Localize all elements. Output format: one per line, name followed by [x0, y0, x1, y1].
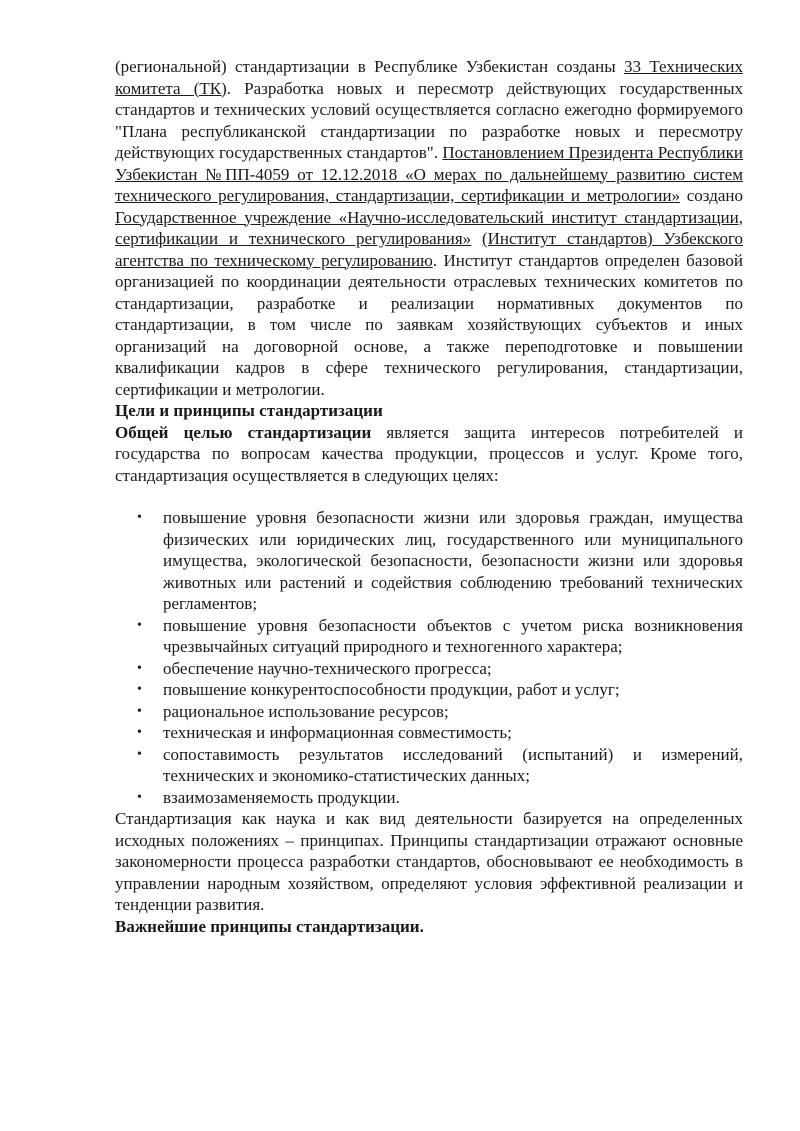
- list-item: • повышение уровня безопасности объектов с учетом риска возникновения чрезвычайных ситуаций природного и техногенного характера;: [163, 615, 743, 658]
- document-page: [115, 56, 743, 937]
- list-item: • повышение уровня безопасности жизни или здоровья граждан, имущества физических или юридических лиц, государственного или муниципального имущества, экологической безопасности, безопасности жизни или здоровья животных или растений и содействия соблюдению требований технических регламентов;: [163, 507, 743, 615]
- principles-heading: Важнейшие принципы стандартизации.: [115, 916, 424, 936]
- tc-committees-link[interactable]: 33 Технических комитета (ТК): [115, 57, 743, 98]
- list-item: • техническая и информационная совместимость;: [163, 722, 743, 744]
- list-item: • сопоставимость результатов исследований (испытаний) и измерений, технических и экономико-статистических данных;: [163, 744, 743, 787]
- intro-text-2: . Разработка новых и пересмотр действующих государственных стандартов и технических условий осуществляется согласно ежегодно формируемого "Плана республиканской стандартизации по разработке новых и пересмотру действующих государственных стандартов".: [115, 78, 743, 162]
- intro-paragraph: [115, 56, 743, 400]
- principles-paragraph: Стандартизация как наука и как вид деятельности базируется на определенных исходных положениях – принципах. Принципы стандартизации отражают основные закономерности процесса разработки стандартов, обосновывают ее необходимость в управлении народным хозяйством, определяют условия эффективной реализации и тенденции развития.: [115, 809, 743, 914]
- goals-text: является защита интересов потребителей и государства по вопросам качества продукции, процессов и услуг. Кроме того, стандартизация осуществляется в следующих целях:: [115, 422, 743, 485]
- list-item: • обеспечение научно-технического прогресса;: [163, 658, 743, 680]
- list-item: • повышение конкурентоспособности продукции, работ и услуг;: [163, 679, 743, 701]
- intro-text-1: (региональной) стандартизации в Республике Узбекистан созданы: [115, 57, 624, 76]
- goals-paragraph: [115, 422, 743, 487]
- list-item: • рациональное использование ресурсов;: [163, 701, 743, 723]
- intro-text-4: [471, 229, 482, 248]
- goals-heading: Цели и принципы стандартизации: [115, 401, 383, 420]
- intro-text-5: . Институт стандартов определен базовой организацией по координации деятельности отраслевых технических комитетов по стандартизации, разработке и реализации нормативных документов по стандартизации, в том числе по заявкам хозяйствующих субъектов и иных организаций на договорной основе, а также переподготовке и повышении квалификации кадров в сфере технического регулирования, стандартизации, сертификации и метрологии.: [115, 250, 743, 399]
- goals-bold-lead: Общей целью стандартизации: [115, 422, 372, 442]
- standards-institute-link[interactable]: (Институт стандартов) Узбекского агентства по техническому регулированию: [115, 229, 743, 270]
- research-institute-link[interactable]: Государственное учреждение «Научно-исследовательский институт стандартизации, сертификации и технического регулирования»: [115, 207, 743, 248]
- list-item: • взаимозаменяемость продукции.: [163, 787, 743, 809]
- presidential-decree-link[interactable]: Постановлением Президента Республики Узбекистан №ПП-4059 от 12.12.2018 «О мерах по дальнейшему развитию систем технического регулирования, стандартизации, сертификации и метрологии»: [115, 143, 743, 205]
- intro-text-3: создано: [680, 186, 743, 205]
- goals-list: [115, 507, 743, 808]
